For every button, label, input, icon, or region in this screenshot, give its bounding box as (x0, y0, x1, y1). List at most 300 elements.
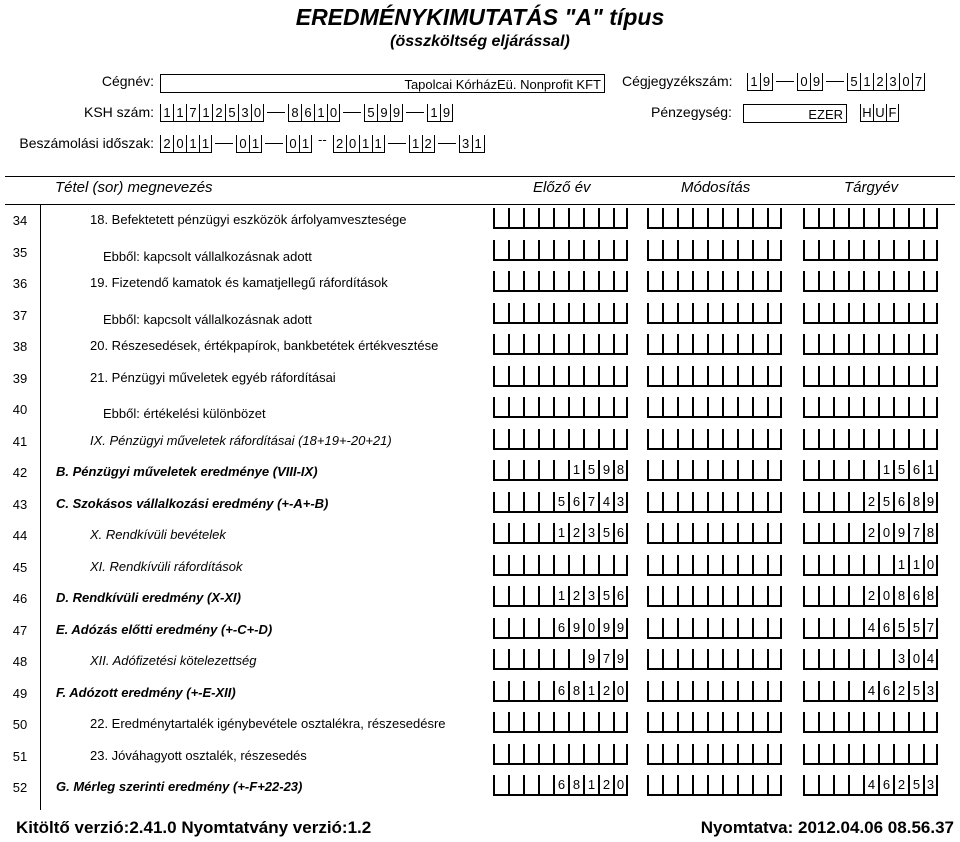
digit-cell: U (873, 104, 886, 122)
number-cell: 4 (923, 649, 938, 670)
current-year-field[interactable] (803, 681, 938, 702)
number-cell (583, 334, 598, 355)
number-cell (553, 303, 568, 324)
prev-year-field[interactable] (493, 649, 628, 670)
row-number: 45 (12, 559, 28, 575)
prev-year-field[interactable] (493, 492, 628, 513)
number-cell (863, 397, 878, 418)
prev-year-field[interactable] (493, 586, 628, 607)
current-year-field[interactable] (803, 555, 938, 576)
digit-cell: 0 (173, 135, 186, 153)
prev-year-field[interactable] (493, 303, 628, 324)
modification-field[interactable] (647, 271, 782, 292)
modification-field[interactable] (647, 555, 782, 576)
number-cell (707, 775, 722, 796)
number-cell (538, 492, 553, 513)
row-label: 20. Részesedések, értékpapírok, bankbetétek értékvesztése (90, 338, 439, 353)
row-label: F. Adózott eredmény (+-E-XII) (56, 684, 236, 700)
number-cell (523, 303, 538, 324)
number-cell: 9 (568, 618, 583, 639)
number-cell (848, 555, 863, 576)
number-cell (707, 334, 722, 355)
modification-field[interactable] (647, 460, 782, 481)
number-cell (908, 240, 923, 261)
number-cell (737, 775, 752, 796)
number-cell (803, 429, 818, 450)
number-cell: 6 (553, 775, 568, 796)
row-number: 48 (12, 654, 28, 669)
modification-field[interactable] (647, 523, 782, 544)
number-cell (538, 555, 553, 576)
modification-field[interactable] (647, 618, 782, 639)
current-year-field[interactable] (803, 303, 938, 324)
number-cell (677, 303, 692, 324)
number-cell (803, 492, 818, 513)
prev-year-field[interactable] (493, 208, 628, 229)
digit-cell: H (860, 104, 873, 122)
number-cell (722, 492, 737, 513)
number-cell (737, 208, 752, 229)
number-cell (538, 271, 553, 292)
number-cell: 9 (893, 523, 908, 544)
number-cell (863, 240, 878, 261)
number-cell (707, 240, 722, 261)
digit-cell: 3 (459, 135, 472, 153)
number-cell: 1 (878, 460, 893, 481)
number-cell: 0 (878, 523, 893, 544)
number-cell (677, 618, 692, 639)
number-cell (568, 208, 583, 229)
number-cell: 0 (613, 775, 628, 796)
prev-year-field[interactable] (493, 744, 628, 765)
number-cell: 2 (863, 586, 878, 607)
number-cell (707, 303, 722, 324)
number-cell (893, 712, 908, 733)
penznem-field[interactable]: EZER (743, 104, 847, 123)
number-cell (908, 271, 923, 292)
digit-cell: 0 (251, 104, 264, 122)
modification-field[interactable] (647, 492, 782, 513)
number-cell (647, 744, 662, 765)
number-cell (722, 208, 737, 229)
number-cell (647, 649, 662, 670)
number-cell (818, 523, 833, 544)
number-cell (647, 775, 662, 796)
row-number: 50 (12, 717, 28, 732)
number-cell (662, 429, 677, 450)
row-number: 47 (12, 622, 28, 638)
number-cell (818, 649, 833, 670)
current-year-field[interactable] (803, 366, 938, 387)
modification-field[interactable] (647, 334, 782, 355)
modification-field[interactable] (647, 775, 782, 796)
current-year-field[interactable] (803, 240, 938, 261)
current-year-field[interactable] (803, 460, 938, 481)
number-cell (523, 334, 538, 355)
number-cell: 2 (863, 492, 878, 513)
col-header-prev: Előző év (533, 179, 591, 196)
current-year-field[interactable] (803, 649, 938, 670)
ksh-number-field[interactable] (160, 102, 453, 122)
number-cell: 5 (893, 460, 908, 481)
number-cell (568, 429, 583, 450)
digit-cell: 7 (912, 73, 925, 91)
number-cell: 8 (923, 586, 938, 607)
number-cell: 9 (923, 492, 938, 513)
number-cell (833, 303, 848, 324)
number-cell (692, 744, 707, 765)
number-cell (737, 366, 752, 387)
prev-year-field[interactable] (493, 334, 628, 355)
number-cell (647, 555, 662, 576)
number-cell (707, 744, 722, 765)
number-cell (493, 523, 508, 544)
number-cell (722, 523, 737, 544)
separator-dash (406, 112, 424, 113)
number-cell (583, 303, 598, 324)
number-cell (508, 208, 523, 229)
number-cell (692, 649, 707, 670)
prev-year-field[interactable] (493, 460, 628, 481)
prev-year-field[interactable] (493, 271, 628, 292)
number-cell (662, 555, 677, 576)
row-number: 36 (12, 276, 28, 291)
digit-group (747, 73, 773, 91)
number-cell: 3 (923, 681, 938, 702)
number-cell: 3 (923, 775, 938, 796)
digit-cell: 1 (199, 104, 212, 122)
number-cell (923, 744, 938, 765)
number-cell (737, 649, 752, 670)
number-cell: 1 (908, 555, 923, 576)
digit-cell: 0 (346, 135, 359, 153)
number-cell (833, 429, 848, 450)
number-cell (767, 649, 782, 670)
number-cell (818, 775, 833, 796)
number-cell (662, 240, 677, 261)
number-cell: 2 (568, 523, 583, 544)
number-cell (538, 334, 553, 355)
current-year-field[interactable] (803, 586, 938, 607)
number-cell (803, 366, 818, 387)
number-cell (598, 334, 613, 355)
current-year-field[interactable] (803, 775, 938, 796)
number-cell (568, 397, 583, 418)
number-cell (803, 271, 818, 292)
number-cell (737, 744, 752, 765)
digit-cell: 1 (199, 135, 212, 153)
number-cell (613, 712, 628, 733)
number-cell (818, 618, 833, 639)
number-cell: 6 (908, 586, 923, 607)
number-cell (908, 397, 923, 418)
prev-year-field[interactable] (493, 712, 628, 733)
prev-year-field[interactable] (493, 618, 628, 639)
number-cell (752, 712, 767, 733)
number-cell (752, 681, 767, 702)
number-cell (508, 744, 523, 765)
number-cell (508, 523, 523, 544)
number-cell (692, 523, 707, 544)
number-cell (833, 649, 848, 670)
prev-year-field[interactable] (493, 555, 628, 576)
row-label: Ebből: kapcsolt vállalkozásnak adott (103, 248, 312, 264)
current-year-field[interactable] (803, 492, 938, 513)
number-cell (707, 208, 722, 229)
number-cell (818, 681, 833, 702)
number-cell (677, 681, 692, 702)
digit-cell: 1 (359, 135, 372, 153)
number-cell (752, 523, 767, 544)
number-cell (493, 492, 508, 513)
number-cell (863, 271, 878, 292)
current-year-field[interactable] (803, 712, 938, 733)
prev-year-field[interactable] (493, 429, 628, 450)
digit-cell: 1 (186, 135, 199, 153)
row-label: XII. Adófizetési kötelezettség (90, 653, 257, 668)
number-cell (662, 775, 677, 796)
number-cell (722, 586, 737, 607)
current-year-field[interactable] (803, 523, 938, 544)
number-cell (692, 334, 707, 355)
number-cell (523, 240, 538, 261)
digit-cell: 1 (299, 135, 312, 153)
number-cell (893, 744, 908, 765)
number-cell (878, 334, 893, 355)
number-cell: 0 (908, 649, 923, 670)
number-cell: 2 (568, 586, 583, 607)
current-year-field[interactable] (803, 334, 938, 355)
number-cell (523, 208, 538, 229)
modification-field[interactable] (647, 429, 782, 450)
number-cell (613, 271, 628, 292)
number-cell (803, 397, 818, 418)
prev-year-field[interactable] (493, 397, 628, 418)
current-year-field[interactable] (803, 618, 938, 639)
footer-version: Kitöltő verzió:2.41.0 Nyomtatvány verzió:1.2 (16, 818, 372, 837)
number-cell (508, 555, 523, 576)
number-cell (707, 366, 722, 387)
number-cell (493, 208, 508, 229)
number-cell (538, 397, 553, 418)
number-cell (752, 775, 767, 796)
number-cell (647, 712, 662, 733)
number-cell (707, 271, 722, 292)
number-cell (568, 555, 583, 576)
cegnev-field[interactable]: Tapolcai KórházEü. Nonprofit KFT (160, 74, 605, 93)
number-cell (553, 744, 568, 765)
row-label: C. Szokásos vállalkozási eredmény (+-A+-B) (56, 495, 329, 511)
number-cell (568, 712, 583, 733)
number-cell (893, 303, 908, 324)
digit-cell: 2 (873, 73, 886, 91)
number-cell (677, 555, 692, 576)
row-number: 46 (12, 591, 28, 606)
period-field[interactable] (160, 133, 485, 153)
number-cell: 9 (598, 460, 613, 481)
number-cell (598, 208, 613, 229)
number-cell (508, 681, 523, 702)
number-cell: 3 (893, 649, 908, 670)
modification-field[interactable] (647, 744, 782, 765)
number-cell (647, 586, 662, 607)
number-cell: 5 (553, 492, 568, 513)
number-cell: 9 (598, 618, 613, 639)
number-cell: 1 (568, 460, 583, 481)
number-cell (737, 586, 752, 607)
number-cell (767, 555, 782, 576)
number-cell (493, 744, 508, 765)
modification-field[interactable] (647, 240, 782, 261)
modification-field[interactable] (647, 208, 782, 229)
row-number: 35 (12, 244, 28, 260)
number-cell (493, 240, 508, 261)
number-cell (818, 429, 833, 450)
currency-field[interactable] (860, 102, 899, 122)
number-cell (863, 366, 878, 387)
number-cell (538, 618, 553, 639)
number-cell (833, 618, 848, 639)
number-cell: 5 (583, 460, 598, 481)
number-cell (803, 586, 818, 607)
number-cell (523, 429, 538, 450)
number-cell (692, 429, 707, 450)
number-cell: 3 (583, 586, 598, 607)
number-cell (553, 555, 568, 576)
cegjegyzek-field[interactable] (747, 71, 925, 91)
form-title: EREDMÉNYKIMUTATÁS "A" típus (295, 4, 665, 30)
number-cell (677, 712, 692, 733)
current-year-field[interactable] (803, 744, 938, 765)
number-cell (893, 208, 908, 229)
number-cell (923, 366, 938, 387)
number-cell (538, 208, 553, 229)
number-cell (752, 586, 767, 607)
col-header-item: Tétel (sor) megnevezés (55, 179, 213, 196)
footer-printed: Nyomtatva: 2012.04.06 08.56.37 (700, 818, 954, 837)
prev-year-field[interactable] (493, 366, 628, 387)
number-cell: 0 (923, 555, 938, 576)
number-cell (818, 334, 833, 355)
current-year-field[interactable] (803, 208, 938, 229)
number-cell (803, 775, 818, 796)
number-cell (833, 366, 848, 387)
digit-cell: 6 (301, 104, 314, 122)
number-cell (767, 523, 782, 544)
number-cell (598, 366, 613, 387)
number-cell (523, 271, 538, 292)
prev-year-field[interactable] (493, 775, 628, 796)
number-cell (752, 492, 767, 513)
prev-year-field[interactable] (493, 240, 628, 261)
number-cell: 8 (568, 681, 583, 702)
modification-field[interactable] (647, 366, 782, 387)
digit-cell: 1 (314, 104, 327, 122)
number-cell (583, 744, 598, 765)
modification-field[interactable] (647, 303, 782, 324)
number-cell: 2 (893, 775, 908, 796)
digit-cell: 1 (427, 104, 440, 122)
row-number: 44 (12, 528, 28, 543)
number-cell (863, 460, 878, 481)
number-cell (523, 492, 538, 513)
digit-cell: 9 (810, 73, 823, 91)
number-cell (707, 618, 722, 639)
number-cell (613, 744, 628, 765)
number-cell (737, 712, 752, 733)
number-cell: 5 (908, 681, 923, 702)
row-number: 49 (12, 685, 28, 701)
number-cell (848, 618, 863, 639)
prev-year-field[interactable] (493, 681, 628, 702)
number-cell (647, 397, 662, 418)
number-cell (508, 586, 523, 607)
number-cell (767, 208, 782, 229)
number-cell (848, 523, 863, 544)
current-year-field[interactable] (803, 397, 938, 418)
modification-field[interactable] (647, 586, 782, 607)
number-cell (923, 712, 938, 733)
number-cell (613, 240, 628, 261)
number-cell (848, 208, 863, 229)
number-cell: 2 (863, 523, 878, 544)
digit-cell: 9 (377, 104, 390, 122)
digit-group (860, 104, 899, 122)
number-cell (553, 429, 568, 450)
current-year-field[interactable] (803, 429, 938, 450)
number-cell (508, 240, 523, 261)
number-cell (568, 271, 583, 292)
current-year-field[interactable] (803, 271, 938, 292)
row-label: B. Pénzügyi műveletek eredménye (VIII-IX) (56, 464, 318, 479)
number-cell (677, 775, 692, 796)
number-cell (722, 555, 737, 576)
row-label: 22. Eredménytartalék igénybevétele osztalékra, részesedésre (90, 716, 446, 731)
number-cell (923, 397, 938, 418)
number-cell (803, 681, 818, 702)
number-cell (538, 775, 553, 796)
digit-cell: 2 (160, 135, 173, 153)
number-cell (818, 303, 833, 324)
number-cell: 9 (613, 618, 628, 639)
number-cell (848, 649, 863, 670)
number-cell (647, 492, 662, 513)
number-cell (767, 460, 782, 481)
number-cell (613, 397, 628, 418)
number-cell (523, 460, 538, 481)
col-header-mod: Módosítás (681, 179, 751, 196)
modification-field[interactable] (647, 681, 782, 702)
number-cell (878, 649, 893, 670)
number-cell (707, 681, 722, 702)
number-cell (722, 271, 737, 292)
number-cell (767, 366, 782, 387)
number-cell (722, 366, 737, 387)
number-cell (893, 397, 908, 418)
number-cell (662, 681, 677, 702)
number-cell: 1 (893, 555, 908, 576)
number-cell: 1 (583, 681, 598, 702)
digit-group (333, 135, 385, 153)
modification-field[interactable] (647, 397, 782, 418)
modification-field[interactable] (647, 712, 782, 733)
prev-year-field[interactable] (493, 523, 628, 544)
number-cell (803, 208, 818, 229)
modification-field[interactable] (647, 649, 782, 670)
number-cell (818, 366, 833, 387)
digit-cell: 0 (236, 135, 249, 153)
number-cell: 5 (598, 586, 613, 607)
